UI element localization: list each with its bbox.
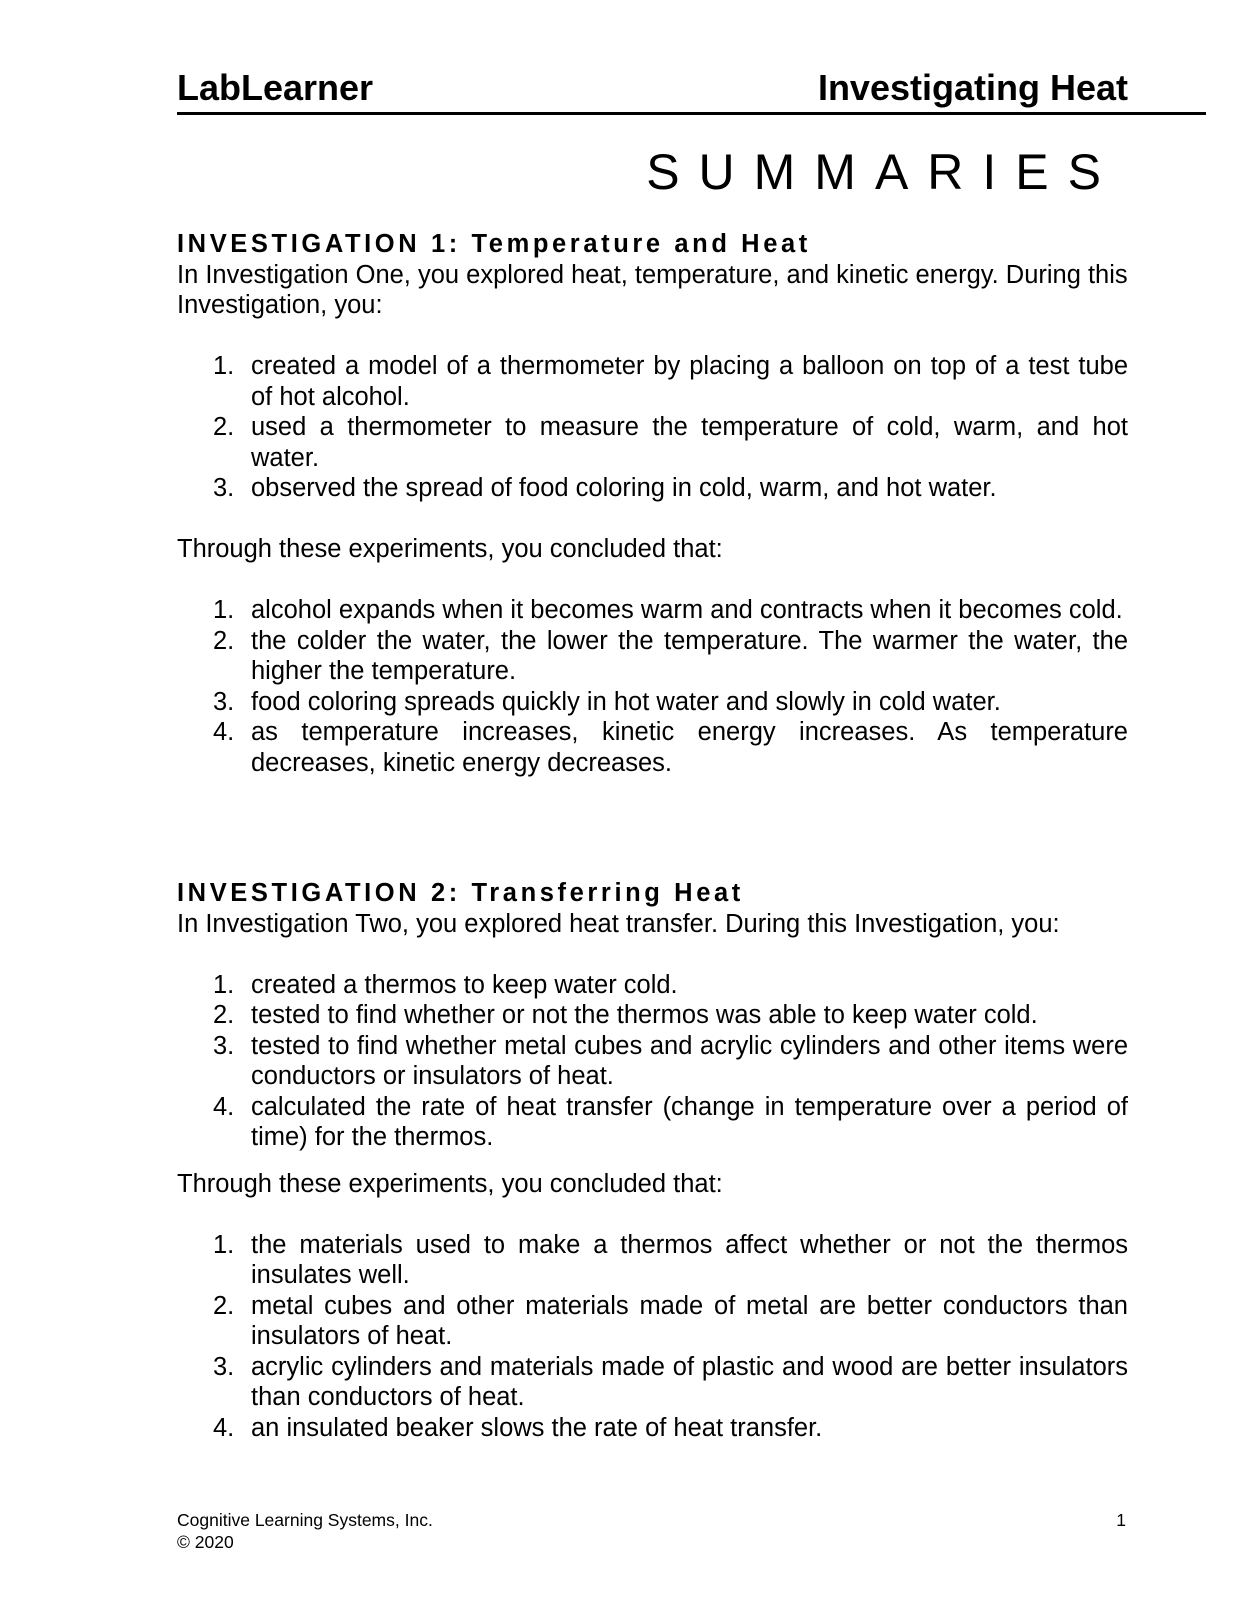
investigation-1-intro: In Investigation One, you explored heat, temperature, and kinetic energy. During this Investigation, you: [177, 260, 1128, 319]
investigation-1-conclusions [177, 595, 1128, 778]
investigation-2-heading: INVESTIGATION 2: Transferring Heat [177, 879, 744, 907]
investigation-2-activities [177, 970, 1128, 1153]
footer-company: Cognitive Learning Systems, Inc. [177, 1510, 433, 1530]
list-item: 3. observed the spread of food coloring in cold, warm, and hot water. [213, 474, 997, 502]
investigation-1-section [177, 229, 1128, 778]
list-item: 4. an insulated beaker slows the rate of heat transfer. [213, 1413, 823, 1442]
investigation-2-conclusions [177, 1230, 1128, 1444]
investigation-1-heading: INVESTIGATION 1: Temperature and Heat [177, 230, 811, 258]
page-title: SUMMARIES [646, 144, 1120, 200]
list-item: 2. tested to find whether or not the thermos was able to keep water cold. [213, 1001, 1038, 1029]
list-item: 1. created a thermos to keep water cold. [213, 970, 678, 999]
list-item: 4. calculated the rate of heat transfer (change in temperature over a period of time) for the thermos. [213, 1092, 1128, 1151]
list-item: 3. food coloring spreads quickly in hot water and slowly in cold water. [213, 687, 1001, 716]
list-item: 2. used a thermometer to measure the temperature of cold, warm, and hot water. [213, 413, 1128, 472]
list-item: 1. the materials used to make a thermos affect whether or not the thermos insulates well. [213, 1230, 1128, 1289]
footer-copyright: © 2020 [177, 1532, 234, 1552]
header-unit-title: Investigating Heat [817, 67, 1128, 108]
page-number: 1 [1116, 1510, 1126, 1530]
list-item: 1. created a model of a thermometer by placing a balloon on top of a test tube of hot alcohol. [213, 352, 1128, 411]
list-item: 2. metal cubes and other materials made of metal are better conductors than insulators of heat. [213, 1291, 1128, 1350]
investigation-2-intro: In Investigation Two, you explored heat transfer. During this Investigation, you: [177, 909, 1060, 938]
header-brand: LabLearner [177, 67, 374, 108]
list-item: 1. alcohol expands when it becomes warm and contracts when it becomes cold. [213, 596, 1123, 624]
list-item: 3. tested to find whether metal cubes and acrylic cylinders and other items were conductors or insulators of heat. [213, 1031, 1128, 1090]
list-item: 4. as temperature increases, kinetic energy increases. As temperature decreases, kinetic energy decreases. [213, 718, 1128, 777]
list-item: 3. acrylic cylinders and materials made of plastic and wood are better insulators than conductors of heat. [213, 1352, 1128, 1411]
investigation-2-conclusion-intro: Through these experiments, you concluded that: [177, 1169, 723, 1198]
investigation-2-section [177, 878, 1128, 1443]
investigation-1-conclusion-intro: Through these experiments, you concluded that: [177, 535, 723, 563]
list-item: 2. the colder the water, the lower the temperature. The warmer the water, the higher the temperature. [213, 626, 1128, 685]
investigation-1-activities [177, 351, 1128, 504]
header-rule [177, 112, 1206, 115]
